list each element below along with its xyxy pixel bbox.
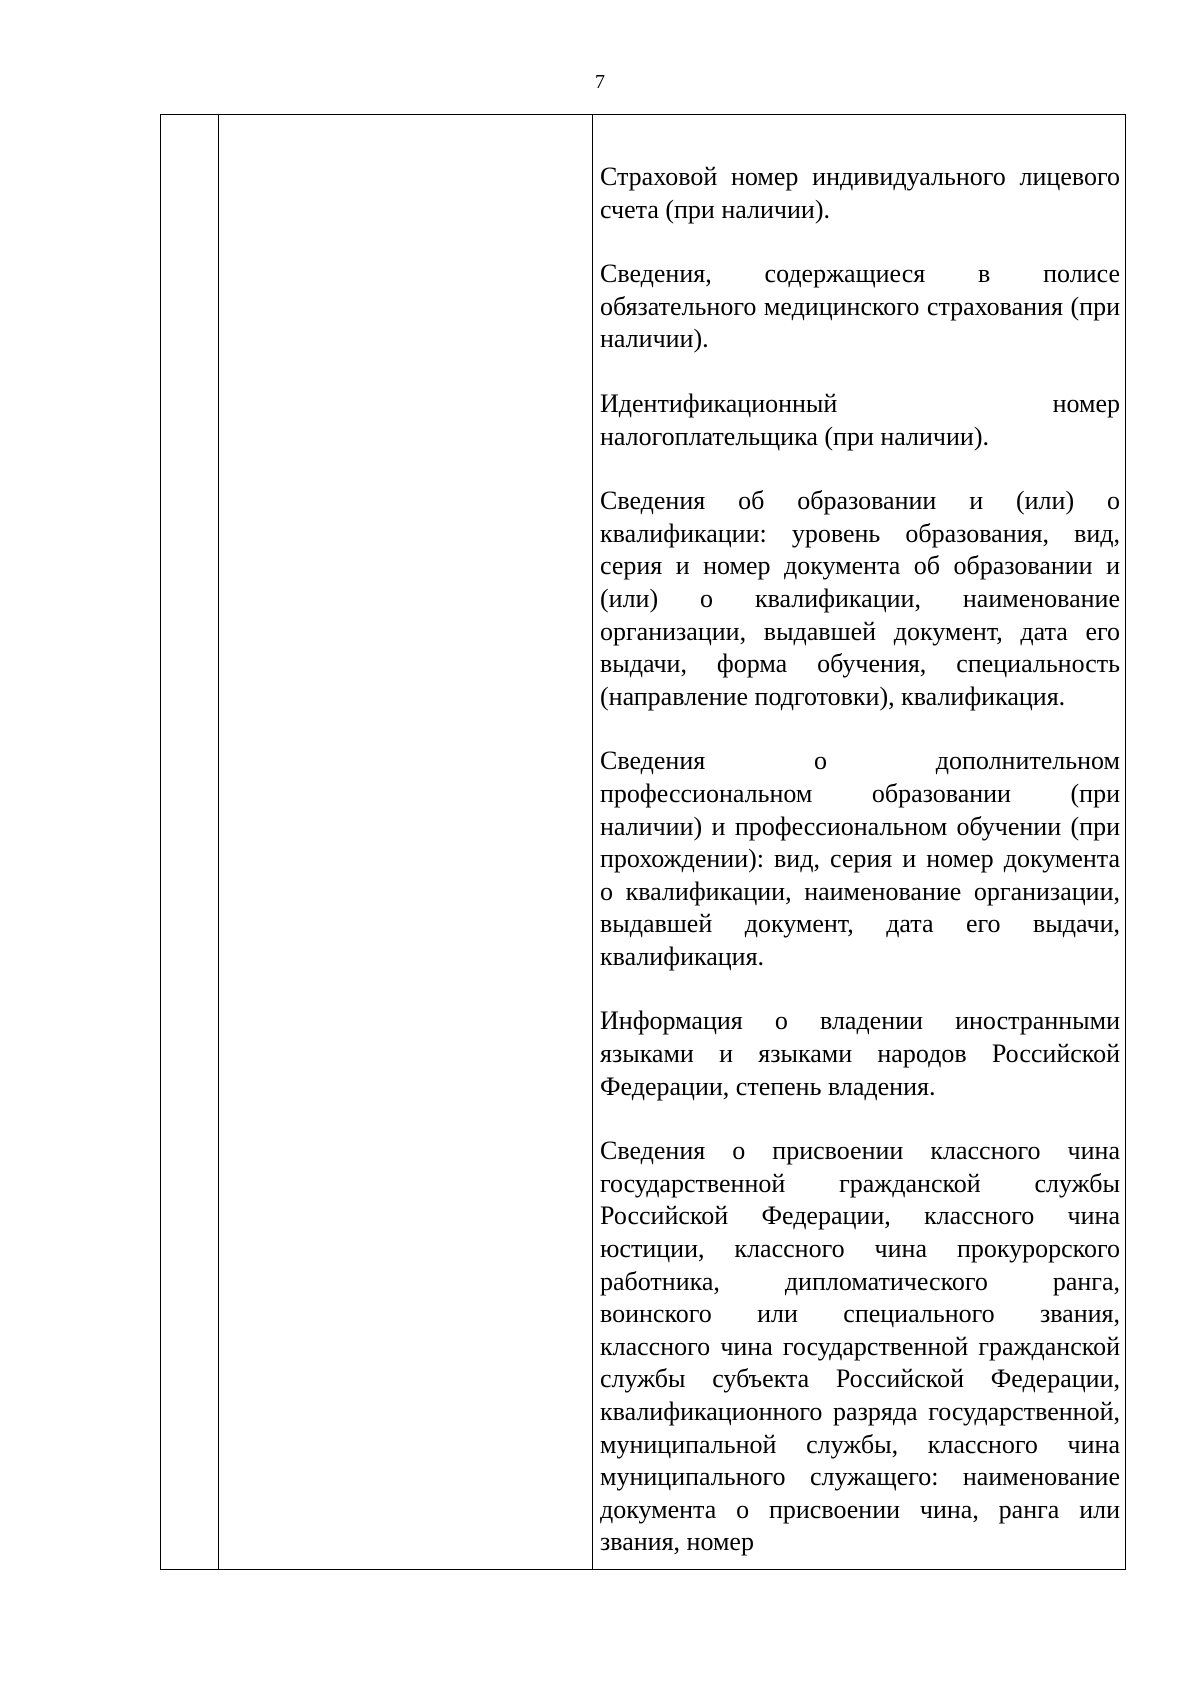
paragraph-class-rank: Сведения о присвоении классного чина государственной гражданской службы Российской Федерации, классного чина юстиции, классного чина прокурорского работника, дипломатического ранга, воинского или специального звания, классного чина государственной гражданской службы субъекта Российской Федерации, квалификационного разряда государственной, муниципальной службы, классного чина муниципального служащего: наименование документа о присвоении чина, ранга или звания, номер	[600, 1136, 1120, 1557]
paragraph-education: Сведения об образовании и (или) о квалификации: уровень образования, вид, серия и номер документа об образовании и (или) о квалификации, наименование организации, выдавшей документ, дата его выдачи, форма обучения, специальность (направление подготовки), квалификация.	[600, 486, 1120, 711]
paragraph-languages: Информация о владении иностранными языками и языками народов Российской Федерации, степень владения.	[600, 1006, 1120, 1101]
table-column-number	[161, 115, 219, 1569]
paragraph-additional-education: Сведения о дополнительном профессиональном образовании (при наличии) и профессиональном обучении (при прохождении): вид, серия и номер документа о квалификации, наименование организации, выдавшей документ, дата его выдачи, квалификация.	[600, 746, 1120, 971]
page-number: 7	[595, 71, 605, 93]
paragraph-taxpayer-id: Идентификационный номер налогоплательщика (при наличии).	[600, 388, 1120, 451]
table-column-category	[219, 115, 593, 1569]
table-column-details	[593, 115, 1125, 1569]
paragraph-medical-policy: Сведения, содержащиеся в полисе обязательного медицинского страхования (при наличии).	[600, 259, 1120, 354]
document-table	[160, 114, 1126, 1570]
paragraph-insurance-number: Страховой номер индивидуального лицевого счета (при наличии).	[600, 162, 1120, 224]
